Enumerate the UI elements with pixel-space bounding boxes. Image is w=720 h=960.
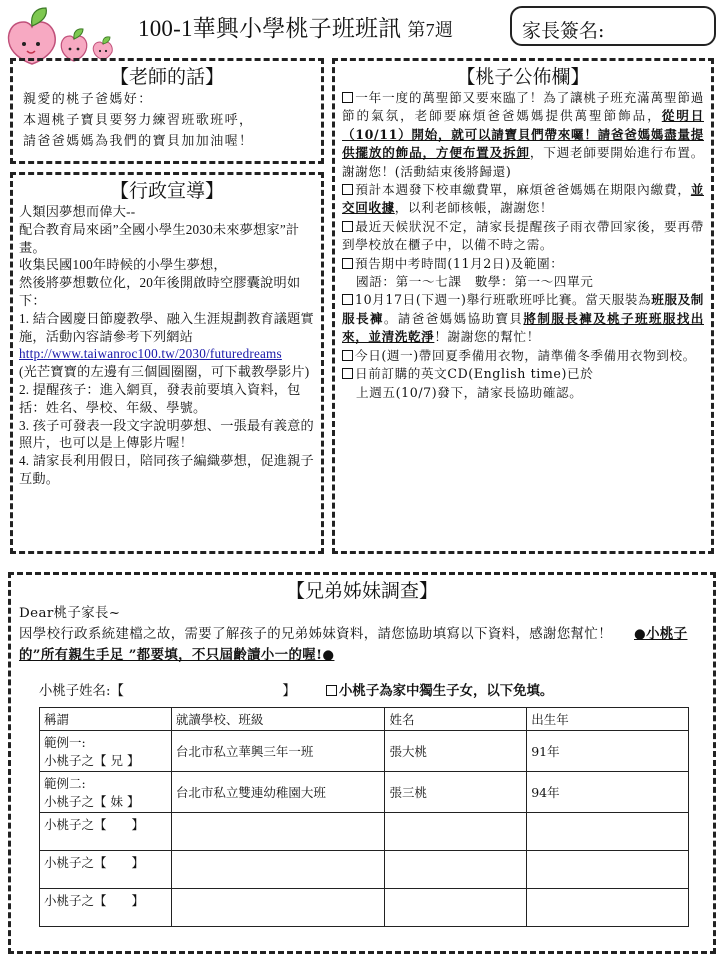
checkbox-icon [342, 92, 353, 103]
notice-item: 預計本週發下校車繳費單，麻煩爸爸媽媽在期限內繳費，並交回收據，以利老師核帳，謝謝您！ [342, 182, 704, 216]
table-row [40, 851, 689, 889]
admin-section [10, 172, 324, 554]
checkbox-icon [342, 221, 353, 232]
admin-text: 然後將夢想數位化，20年後開啟時空膠囊說明如下： [19, 275, 301, 308]
survey-greeting: Dear桃子家長~ [19, 606, 121, 621]
name-cell[interactable] [385, 813, 527, 851]
school-cell[interactable] [171, 813, 385, 851]
teacher-line: 親愛的桃子爸媽好： [23, 92, 153, 107]
school-cell[interactable] [171, 889, 385, 927]
only-child-label: 小桃子為家中獨生子女，以下免填。 [339, 683, 554, 699]
parent-signature-box[interactable] [510, 6, 716, 46]
column-header: 出生年 [527, 708, 689, 731]
relation-cell: 範例一: 小桃子之【 兄 】 [40, 731, 172, 772]
survey-heading: 【兄弟姊妹調查】 [285, 580, 438, 602]
admin-text: 配合教育局來函”全國小學生2030未來夢想家”計畫。 [19, 221, 300, 255]
checkbox-icon [342, 368, 353, 379]
relation-cell[interactable]: 小桃子之【 】 [40, 889, 172, 927]
page-title [138, 10, 453, 43]
year-cell[interactable] [527, 889, 689, 927]
notice-subline: 國語：第一～七課 數學：第一～四單元 [356, 274, 594, 290]
admin-heading: 【行政宣導】 [109, 180, 224, 202]
admin-text: (光芒寶寶的左邊有三個圓圈圈，可下載教學影片) [19, 364, 310, 380]
peach-logo-icon [2, 2, 122, 66]
notice-item: 今日(週一)帶回夏季備用衣物，請準備冬季備用衣物到校。 [342, 347, 704, 365]
school-cell: 台北市私立雙連幼稚園大班 [171, 772, 385, 813]
table-row [40, 889, 689, 927]
name-cell: 張三桃 [385, 772, 527, 813]
notice-subline: 上週五(10/7)發下，請家長協助確認。 [356, 384, 583, 400]
column-header: 就讀學校、班級 [171, 708, 385, 731]
title-main: 100-1華興小學桃子班班訊 [138, 16, 402, 41]
sibling-survey-section [8, 572, 716, 954]
notice-item: 日前訂購的英文CD(English time)已於 上週五(10/7)發下，請家長協助確認。 [342, 365, 704, 402]
checkbox-icon [342, 184, 353, 195]
survey-emphasis: ●小桃子的”所有親生手足 ”都要填，不只屆齡讀小一的喔!● [19, 626, 688, 663]
notice-item: 一年一度的萬聖節又要來臨了！為了讓桃子班充滿萬聖節過節的氣氛，老師要麻煩爸爸媽媽提供萬聖節飾品，從明日（10/11）開始，就可以請寶貝們帶來囉！請爸爸媽媽盡量提供擺放的飾品，方便布置及拆卸，下週老師要開始進行布置。謝謝您！(活動結束後將歸還) [342, 90, 704, 179]
column-header: 姓名 [385, 708, 527, 731]
teacher-heading: 【老師的話】 [109, 66, 224, 88]
checkbox-icon [342, 294, 353, 305]
checkbox-icon [342, 258, 353, 269]
name-cell[interactable] [385, 889, 527, 927]
admin-text: 1. 結合國慶日節慶教學、融入生涯規劃教育議題實施，活動內容請參考下列網站 [19, 310, 314, 344]
admin-text: 人類因夢想而偉大-- [19, 204, 136, 219]
relation-cell[interactable]: 小桃子之【 】 [40, 813, 172, 851]
notice-board-section [332, 58, 714, 554]
column-header: 稱謂 [40, 708, 172, 731]
relation-cell: 範例二: 小桃子之【 妹 】 [40, 772, 172, 813]
notice-heading: 【桃子公佈欄】 [456, 66, 590, 88]
child-name-label: 小桃子姓名:【 [39, 684, 124, 699]
school-cell[interactable] [171, 851, 385, 889]
notice-item: 預告期中考時間(11月2日)及範圍： 國語：第一～七課 數學：第一～四單元 [342, 255, 704, 292]
teacher-line: 本週桃子寶貝要努力練習班歌班呼， [23, 113, 254, 128]
school-cell: 台北市私立華興三年一班 [171, 731, 385, 772]
notice-item: 最近天候狀況不定，請家長提醒孩子雨衣帶回家後，要再帶到學校放在櫃子中，以備不時之需。 [342, 218, 704, 253]
admin-text: 3. 孩子可發表一段文字說明夢想、一張最有義意的照片，也可以是上傳影片喔！ [19, 417, 314, 451]
signature-label: 家長簽名: [522, 20, 605, 42]
relation-cell[interactable]: 小桃子之【 】 [40, 851, 172, 889]
survey-intro: 因學校行政系統建檔之故，需要了解孩子的兄弟姊妹資料，請您協助填寫以下資料，感謝您幫忙！ ●小桃子的”所有親生手足 ”都要填，不只屆齡讀小一的喔!● [19, 626, 688, 663]
only-child-checkbox[interactable] [326, 685, 337, 696]
table-header-row [40, 708, 689, 731]
name-cell: 張大桃 [385, 731, 527, 772]
child-name-line: 小桃子姓名:【 】 小桃子為家中獨生子女，以下免填。 [39, 683, 554, 699]
year-cell: 91年 [527, 731, 689, 772]
admin-text: 2. 提醒孩子：進入網頁，發表前要填入資料，包括：姓名、學校、年級、學號。 [19, 381, 301, 415]
year-cell: 94年 [527, 772, 689, 813]
table-row [40, 772, 689, 813]
admin-text: 4. 請家長利用假日，陪同孩子編織夢想，促進親子互動。 [19, 453, 314, 486]
futuredreams-link[interactable]: http://www.taiwanroc100.tw/2030/futuredreams [19, 346, 282, 362]
admin-text: 收集民國100年時候的小學生夢想， [19, 257, 227, 273]
checkbox-icon [342, 350, 353, 361]
title-week: 第7週 [407, 20, 454, 40]
notice-item: 10月17日(下週一)舉行班歌班呼比賽。當天服裝為班服及制服長褲。請爸爸媽媽協助寶貝將制服長褲及桃子班班服找出來，並清洗乾淨！謝謝您的幫忙！ [342, 292, 704, 345]
table-row [40, 731, 689, 772]
year-cell[interactable] [527, 851, 689, 889]
table-row [40, 813, 689, 851]
name-cell[interactable] [385, 851, 527, 889]
sibling-table [39, 707, 689, 927]
teacher-section [10, 58, 324, 164]
teacher-line: 請爸爸媽媽為我們的寶貝加加油喔！ [23, 134, 254, 149]
year-cell[interactable] [527, 813, 689, 851]
